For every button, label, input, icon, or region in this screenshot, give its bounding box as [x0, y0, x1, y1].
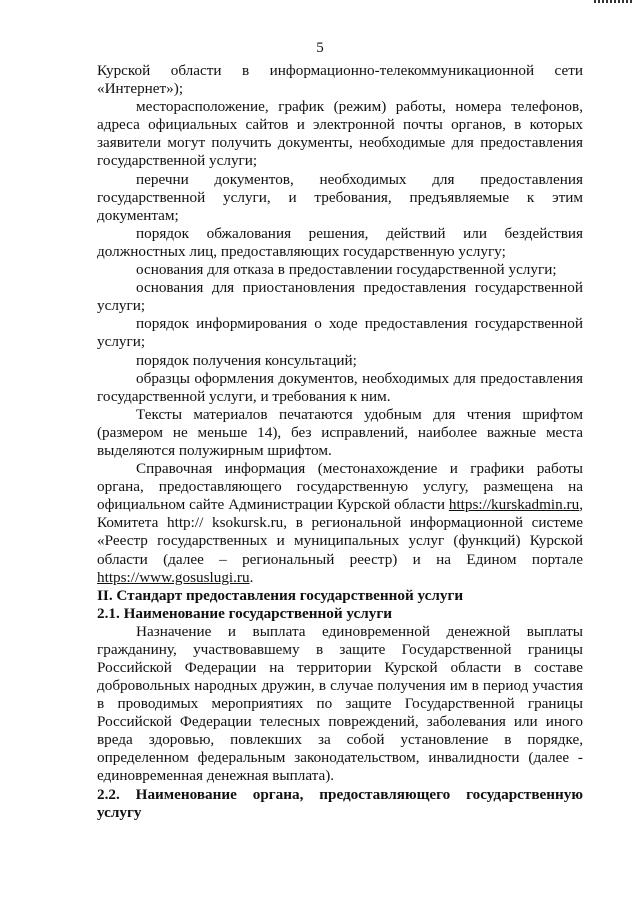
corner-scan-mark: [594, 0, 634, 3]
paragraph-font-requirements: Тексты материалов печатаются удобным для чтения шрифтом (размером не меньше 14), без исправлений, наиболее важные места выделяются полужирным шрифтом.: [97, 405, 583, 459]
subsection-2-2-heading: 2.2. Наименование органа, предоставляющего государственную услугу: [97, 785, 583, 821]
paragraph-document-lists: перечни документов, необходимых для предоставления государственной услуги, и требования, предъявляемые к этим документам;: [97, 170, 583, 224]
section-2-heading: II. Стандарт предоставления государственной услуги: [97, 586, 464, 604]
reference-text-part3: .: [249, 568, 254, 586]
paragraph-appeal-procedure: порядок обжалования решения, действий или бездействия должностных лиц, предоставляющих государственную услугу;: [97, 224, 583, 260]
paragraph-location-schedule: месторасположение, график (режим) работы, номера телефонов, адреса официальных сайтов и электронной почты органов, в которых заявители могут получить документы, необходимые для предоставления государственной услуги;: [97, 98, 583, 170]
paragraph-document-samples: образцы оформления документов, необходимых для предоставления государственной услуги, и требования к ним.: [97, 369, 583, 405]
paragraph-continuation: Курской области в информационно-телекоммуникационной сети «Интернет»);: [97, 62, 583, 98]
paragraph-progress-informing: порядок информирования о ходе предоставления государственной услуги;: [97, 315, 583, 351]
service-name-paragraph: Назначение и выплата единовременной денежной выплаты гражданину, участвовавшему в защите Государственной границы Российской Федерации на территории Курской области в составе добровольных народных дружин, в случае получения им в период участия в проводимых мероприятиях по защите Государственной границы Российской Федерации телесных повреждений, заболевания или иного вреда здоровью, повлекших за собой установление в порядке, определенном федеральным законодательством, инвалидности (далее - единовременная денежная выплата).: [97, 622, 583, 785]
reference-text-part1: Справочная информация (местонахождение и графики работы органа, предоставляющего государственную услугу, размещена на официальном сайте Администрации Курской области: [97, 460, 583, 514]
reference-text-part2: , Комитета http:// ksokursk.ru, в региональной информационной системе «Реестр государственных и муниципальных услуг (функций) Курской области (далее – региональный реестр) и на Едином портале: [97, 496, 583, 568]
paragraph-reference-info: [97, 460, 583, 587]
paragraph-suspension-grounds: основания для приостановления предоставления государственной услуги;: [97, 279, 583, 315]
subsection-2-1-heading: 2.1. Наименование государственной услуги: [97, 604, 393, 622]
document-body: [97, 62, 583, 822]
gosuslugi-link[interactable]: https://www.gosuslugi.ru: [97, 568, 250, 586]
paragraph-consultations: порядок получения консультаций;: [136, 351, 357, 369]
paragraph-refusal-grounds: основания для отказа в предоставлении государственной услуги;: [136, 261, 557, 279]
kurskadmin-link[interactable]: https://kurskadmin.ru: [448, 496, 580, 514]
page-number: 5: [316, 40, 324, 56]
